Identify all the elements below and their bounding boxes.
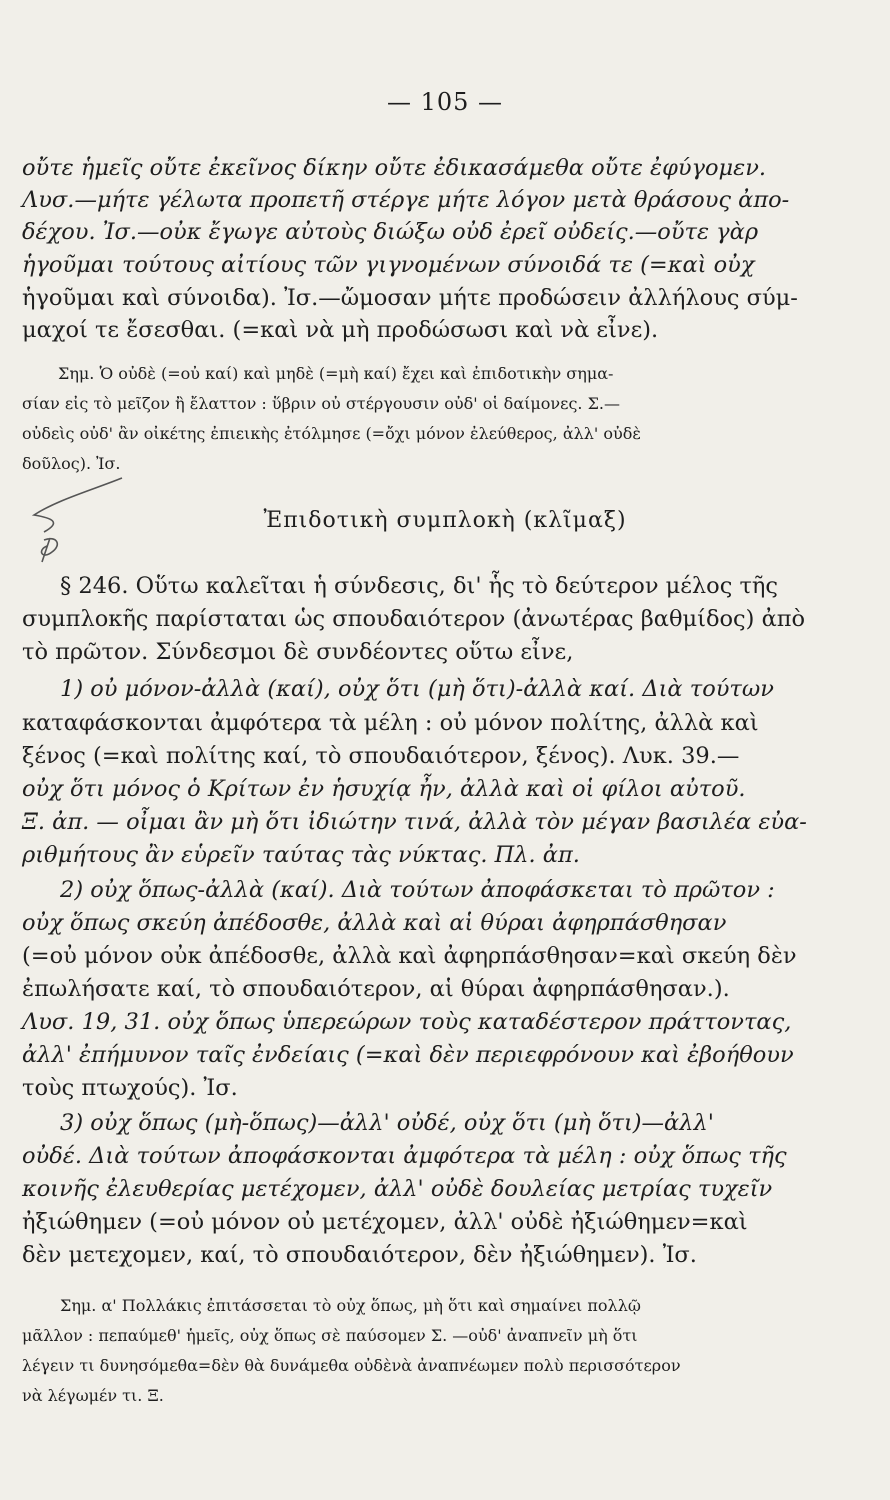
section-heading: Ἐπιδοτικὴ συμπλοκὴ (κλῖμαξ) xyxy=(263,508,627,533)
text-line: δὲν μετεχομεν, καί, τὸ σπουδαιότερον, δὲν ἠξιώθημεν). Ἰσ. xyxy=(22,1242,697,1268)
text-line: ἡγοῦμαι τούτους αἰτίους τῶν γιγνομένων σύνοιδά τε (=καὶ οὐχ xyxy=(22,252,755,278)
text-line: οὐχ ὅτι μόνος ὁ Κρίτων ἐν ἡσυχίᾳ ἦν, ἀλλὰ καὶ οἱ φίλοι αὐτοῦ. xyxy=(22,776,746,802)
text-line: ριθμήτους ἂν εὑρεῖν ταύτας τὰς νύκτας. Πλ. ἀπ. xyxy=(22,842,580,868)
text-line: τοὺς πτωχούς). Ἰσ. xyxy=(22,1075,238,1101)
note-line: νὰ λέγωμέν τι. Ξ. xyxy=(22,1386,164,1405)
text-line: δέχου. Ἰσ.—οὐκ ἔγωγε αὐτοὺς διώξω οὐδ ἐρεῖ οὐδείς.—οὔτε γὰρ xyxy=(22,219,759,245)
text-line: (=οὐ μόνον οὐκ ἀπέδοσθε, ἀλλὰ καὶ ἀφηρπάσθησαν=καὶ σκεύη δὲν xyxy=(22,943,797,969)
note-line: Σημ. α' Πολλάκις ἐπιτάσσεται τὸ οὐχ ὅπως, μὴ ὅτι καὶ σημαίνει πολλῷ xyxy=(60,1296,641,1315)
page-number: — 105 — xyxy=(386,88,504,116)
text-line: οὔτε ἡμεῖς οὔτε ἐκεῖνος δίκην οὔτε ἐδικασάμεθα οὔτε ἐφύγομεν. xyxy=(22,155,767,181)
text-line: Ξ. ἀπ. — οἶμαι ἂν μὴ ὅτι ἰδιώτην τινά, ἀλλὰ τὸν μέγαν βασιλέα εὐα- xyxy=(22,809,807,835)
text-line: Λυσ.—μήτε γέλωτα προπετῆ στέργε μήτε λόγον μετὰ θράσους ἀπο- xyxy=(22,187,790,213)
text-line: Λυσ. 19, 31. οὐχ ὅπως ὑπερεώρων τοὺς καταδέστερον πράττοντας, xyxy=(22,1009,792,1035)
text-line: κοινῆς ἐλευθερίας μετέχομεν, ἀλλ' οὐδὲ δουλείας μετρίας τυχεῖν xyxy=(22,1176,773,1202)
text-line: ἐπωλήσατε καί, τὸ σπουδαιότερον, αἱ θύραι ἀφηρπάσθησαν.). xyxy=(22,976,730,1002)
text-line: ἀλλ' ἐπήμυνον ταῖς ἐνδείαις (=καὶ δὲν περιεφρόνουν καὶ ἐβοήθουν xyxy=(22,1042,794,1068)
note-line: μᾶλλον : πεπαύμεθ' ἡμεῖς, οὐχ ὅπως σὲ παύσομεν Σ. —οὐδ' ἀναπνεῖν μὴ ὅτι xyxy=(22,1326,638,1345)
text-line: ἠξιώθημεν (=οὐ μόνον οὐ μετέχομεν, ἀλλ' οὐδὲ ἠξιώθημεν=καὶ xyxy=(22,1209,748,1235)
text-line: καταφάσκονται ἀμφότερα τὰ μέλη : οὐ μόνον πολίτης, ἀλλὰ καὶ xyxy=(22,710,759,736)
text-line: μαχοί τε ἔσεσθαι. (=καὶ νὰ μὴ προδώσωσι καὶ νὰ εἶνε). xyxy=(22,317,659,343)
note-line: οὐδεὶς οὐδ' ἂν οἰκέτης ἐπιεικὴς ἐτόλμησε (=ὄχι μόνον ἐλεύθερος, ἀλλ' οὐδὲ xyxy=(22,424,641,443)
text-line: οὐδέ. Διὰ τούτων ἀποφάσκονται ἀμφότερα τὰ μέλη : οὐχ ὅπως τῆς xyxy=(22,1143,787,1169)
text-line: συμπλοκῆς παρίσταται ὡς σπουδαιότερον (ἀνωτέρας βαθμίδος) ἀπὸ xyxy=(22,606,806,632)
text-line: 1) οὐ μόνον-ἀλλὰ (καί), οὐχ ὅτι (μὴ ὅτι)-ἀλλὰ καί. Διὰ τούτων xyxy=(60,676,774,702)
text-line: 3) οὐχ ὅπως (μὴ-ὅπως)—ἀλλ' οὐδέ, οὐχ ὅτι (μὴ ὅτι)—ἀλλ' xyxy=(60,1110,714,1136)
note-line: Σημ. Ὁ οὐδὲ (=οὐ καί) καὶ μηδὲ (=μὴ καί) ἔχει καὶ ἐπιδοτικὴν σημα- xyxy=(58,364,614,383)
text-line: ἡγοῦμαι καὶ σύνοιδα). Ἰσ.—ὤμοσαν μήτε προδώσειν ἀλλήλους σύμ- xyxy=(22,285,798,311)
text-line: τὸ πρῶτον. Σύνδεσμοι δὲ συνδέοντες οὕτω εἶνε, xyxy=(22,639,574,665)
note-line: δοῦλος). Ἰσ. xyxy=(22,454,121,473)
note-line: σίαν εἰς τὸ μεῖζον ἢ ἔλαττον : ὕβριν οὐ στέργουσιν οὐδ' οἱ δαίμονες. Σ.— xyxy=(22,394,620,413)
note-line: λέγειν τι δυνησόμεθα=δὲν θὰ δυνάμεθα οὐδὲνὰ ἀναπνέωμεν πολὺ περισσότερον xyxy=(22,1356,681,1375)
text-line: ξένος (=καὶ πολίτης καί, τὸ σπουδαιότερον, ξένος). Λυκ. 39.— xyxy=(22,743,740,769)
text-line: § 246. Οὕτω καλεῖται ἡ σύνδεσις, δι' ἧς τὸ δεύτερον μέλος τῆς xyxy=(60,573,779,599)
text-line: οὐχ ὅπως σκεύη ἀπέδοσθε, ἀλλὰ καὶ αἱ θύραι ἀφηρπάσθησαν xyxy=(22,910,727,936)
text-line: 2) οὐχ ὅπως-ἀλλὰ (καί). Διὰ τούτων ἀποφάσκεται τὸ πρῶτον : xyxy=(60,877,775,903)
